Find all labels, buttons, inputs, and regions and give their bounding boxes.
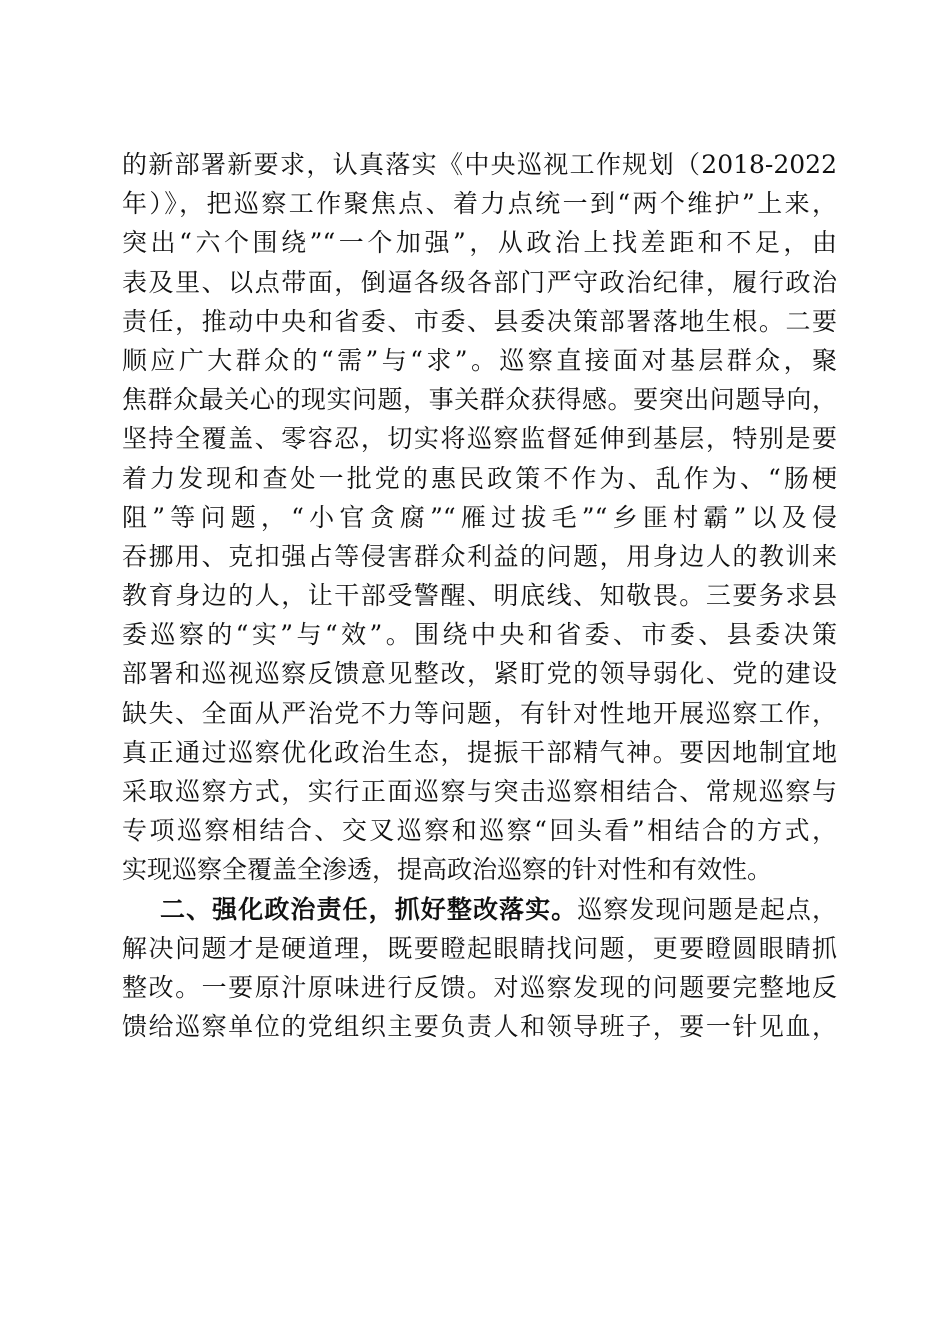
section-heading: 二、强化政治责任，抓好整改落实。 xyxy=(160,894,578,924)
text-line: 责任，推动中央和省委、市委、县委决策部署落地生根。二要 xyxy=(122,306,837,336)
text-line: 着力发现和查处一批党的惠民政策不作为、乱作为、“肠梗 xyxy=(122,463,837,493)
text-line: 的新部署新要求，认真落实《中央巡视工作规划（2018-2022 xyxy=(122,150,837,179)
text-line: 顺应广大群众的“需”与“求”。巡察直接面对基层群众，聚 xyxy=(122,345,837,375)
text-line: 馈给巡察单位的党组织主要负责人和领导班子，要一针见血， xyxy=(122,1012,837,1042)
text-line: 吞挪用、克扣强占等侵害群众利益的问题，用身边人的教训来 xyxy=(122,541,837,571)
text-line: 委巡察的“实”与“效”。围绕中央和省委、市委、县委决策 xyxy=(122,620,837,650)
text-run: 巡察发现问题是起点， xyxy=(577,894,837,924)
text-line: 部署和巡视巡察反馈意见整改，紧盯党的领导弱化、党的建设 xyxy=(122,659,837,689)
text-line: 教育身边的人，让干部受警醒、明底线、知敬畏。三要务求县 xyxy=(122,581,837,611)
text-line xyxy=(122,890,837,929)
text-line: 采取巡察方式，实行正面巡察与突击巡察相结合、常规巡察与 xyxy=(122,777,837,806)
body-text xyxy=(122,145,837,1046)
text-line: 突出“六个围绕”“一个加强”，从政治上找差距和不足，由 xyxy=(122,228,837,258)
paragraph-1 xyxy=(122,145,837,890)
text-line: 解决问题才是硬道理，既要瞪起眼睛找问题，更要瞪圆眼睛抓 xyxy=(122,933,837,963)
text-line: 焦群众最关心的现实问题，事关群众获得感。要突出问题导向， xyxy=(122,385,837,415)
text-line: 表及里、以点带面，倒逼各级各部门严守政治纪律，履行政治 xyxy=(122,267,837,297)
text-line: 专项巡察相结合、交叉巡察和巡察“回头看”相结合的方式， xyxy=(122,816,837,846)
text-line: 年）》，把巡察工作聚焦点、着力点统一到“两个维护”上来， xyxy=(122,189,837,219)
text-line: 阻”等问题，“小官贪腐”“雁过拔毛”“乡匪村霸”以及侵 xyxy=(122,502,837,532)
paragraph-2 xyxy=(122,890,837,1047)
text-line: 缺失、全面从严治党不力等问题，有针对性地开展巡察工作， xyxy=(122,698,837,728)
text-line: 坚持全覆盖、零容忍，切实将巡察监督延伸到基层，特别是要 xyxy=(122,424,837,454)
text-line: 整改。一要原汁原味进行反馈。对巡察发现的问题要完整地反 xyxy=(122,972,837,1002)
text-line: 实现巡察全覆盖全渗透，提高政治巡察的针对性和有效性。 xyxy=(122,855,773,885)
text-line: 真正通过巡察优化政治生态，提振干部精气神。要因地制宜地 xyxy=(122,737,837,767)
